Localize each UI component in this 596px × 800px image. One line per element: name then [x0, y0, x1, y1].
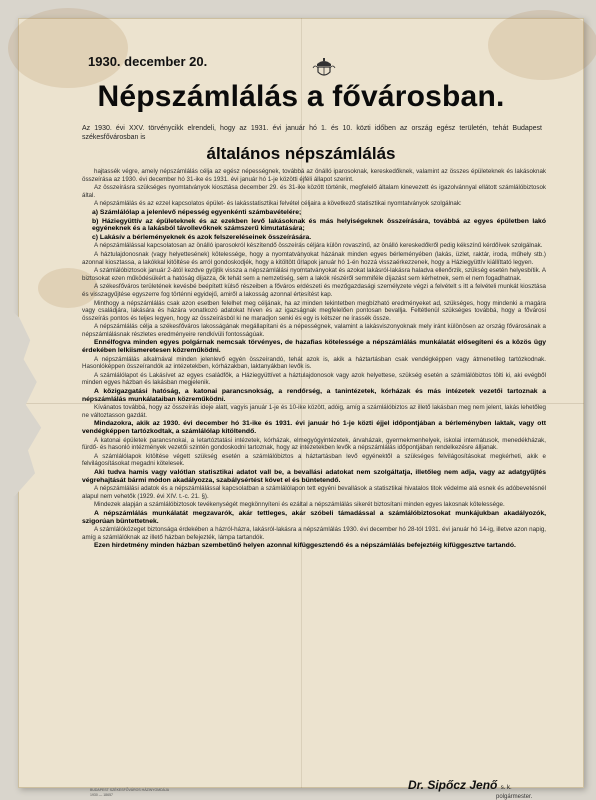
body-paragraph [82, 168, 546, 183]
body-paragraph [82, 267, 546, 282]
paragraph-text: A népszámlálással kapcsolatosan az önálló iparosokról készítendő összeírás céljára külön rovaszínű, az önálló kereskedőkről pedig kékszínű kérdőívek szolgálnak. [94, 242, 543, 250]
paragraph-text: Minthogy a népszámlálás csak azon esetben felelhet meg céljának, ha az minden tekintetben megbízható eredményeket ad, szükséges, hogy mindenki a magára vagy családjára, lakására és házára vonatkozó adatokat híven és az igazságnak megfelelően pontosan bevallja. Feltétlenül szükséges továbbá, hogy a fővárosi összeírás pontos és teljes legyen, hogy az összeírásból ki ne maradjon senki és egy is kétszer ne írassék össze. [82, 299, 546, 322]
signature-name [408, 778, 512, 792]
paragraph-text: A székesfőváros területének kevésbé beépített külső részeiben a főváros erdészeti és mezőgazdasági személyzete végzi a felvételt s itt a felvételi munkát kiosztása és visszagyűjtése egyszerre fog történni egyidejű, amiről a lakosság azonnal értesítést kap. [82, 283, 546, 298]
body-paragraph [82, 218, 546, 233]
body-paragraph [82, 526, 546, 541]
body-paragraph [82, 251, 546, 266]
paragraph-text: a) Számlálólap a jelenlevő népesség egyenkénti számbavételére; [92, 208, 302, 216]
paragraph-text: A számlálóbiztosok január 2-ától kezdve gyűjtik vissza a népszámlálási nyomtatványokat és azokat lakásról-lakásra haladva ellenőrzik, szükség esetén helyesbítik. A biztosokat ezen működésükért a hatóság díjazza, ők tehát sem a nemzetiség, sem a lakók részéről semmiféle díjazást sem kérhetnek, sem el nem fogadhatnak. [82, 267, 546, 282]
paragraph-text: Mindezek alapján a számlálóbiztosok tevékenységét megkönnyíteni és ezáltal a népszámlálás sikerét biztosítani minden egyes lakosnak kötelessége. [94, 501, 505, 509]
body-paragraph [82, 234, 546, 242]
paper-stain [488, 10, 596, 80]
paragraph-text: Ezen hirdetmény minden házban szembetűnő helyen azonnal kifüggesztendő és a népszámlálás befejeztéig kifüggesztve tartandó. [94, 542, 516, 550]
paragraph-text: A népszámlálási adatok és a népszámlálással kapcsolatban a számlálólapon tett egyéni bevallások a statisztikai hivatalos titok védelme alá esnek és adóbevetésnél alapul nem vehetők (1929. évi XIV. t.-c. 21. §). [82, 485, 546, 500]
paragraph-text: A katonai épületek parancsnokai, a letartóztatási intézetek, kórházak, elmegyógyintézetek, árvaházak, gyermekmenhelyek, iskolai internátusok, menedékházak, fürdő- és hasonló intézmények vezetői szintén gondoskodni tartoznak, hogy az intézetekben levők a népszámlálás időpontjában rendelkezésre álljanak. [82, 436, 546, 452]
body-paragraph [82, 453, 546, 468]
paragraph-text: A népszámlálás munkálatát megzavarók, akár tettleges, akár szóbeli támadással a számlálóbiztosokat munkájukban akadályozók, szigorúan büntettetnek. [82, 509, 546, 525]
body-paragraph [82, 209, 546, 217]
paragraph-text: Mindazokra, akik az 1930. évi december hó 31-ike és 1931. évi január hó 1-je közti éjjel időpontjában a bérleményben laktak, vagy ott vendégképpen tartózkodtak, a számlálólap kitöltendő. [82, 420, 546, 435]
body-paragraph [82, 356, 546, 371]
paragraph-text: hajtassék végre, amely népszámlálás célja az egész népességnek, továbbá az önálló iparosoknak, kereskedőknek, valamint az összes épületeknek és lakásoknak összeírása az 1930. évi december hó 31-ike és 1931. évi január hó 1-je közötti éjféli állapot szerint. [82, 168, 546, 183]
body-paragraph [82, 242, 546, 250]
body-paragraph [82, 420, 546, 435]
body-paragraph [82, 542, 546, 550]
body-paragraph [82, 200, 546, 208]
body-paragraph [82, 372, 546, 387]
body-paragraph [82, 485, 546, 500]
body-paragraph [82, 339, 546, 354]
paragraph-text: A népszámlálás célja a székesfőváros lakosságának megállapítani és a népességnek, valamint a lakásviszonyoknak mely iránt különösen az ország fővárosának a népszámlálásnak részletes eredményeire rendkívüli fontosságúak. [82, 323, 546, 338]
body-paragraph [82, 184, 546, 199]
body-paragraph [82, 469, 546, 484]
paragraph-text: Kívánatos továbbá, hogy az összeírás ideje alatt, vagyis január 1-je és 10-ike között, adóig, amíg a számlálóbiztos az illető lakásban meg nem jelent, lakás lehetőleg ne változtasson gazdát. [82, 404, 546, 419]
intro-text: Az 1930. évi XXV. törvénycikk elrendeli, hogy az 1931. évi január hó 1. és 10. közti időben az ország egész területén, tehát Budapest székesfővárosban is [82, 125, 542, 141]
body-paragraph [82, 323, 546, 338]
paragraph-text: Ennélfogva minden egyes polgárnak nemcsak törvényes, de hazafias kötelessége a népszámlálás munkálatát elősegíteni és a közös ügy érdekében lelkiismeretesen közreműködni. [82, 339, 546, 355]
body-paragraph [82, 501, 546, 509]
paragraph-text: Az összeírásra szükséges nyomtatványok kiosztása december 29. és 31-ike között történik, megfelelő általam kinevezett és igazolvánnyal ellátott számlálóbiztosok által. [82, 184, 546, 199]
body-paragraph [82, 510, 546, 525]
body-paragraph [82, 437, 546, 452]
body-paragraph [82, 283, 546, 298]
paragraph-text: A népszámlálás alkalmával minden jelenlevő egyén összeírandó, tehát azok is, akik a háztartásban csak vendégképpen vagy átmenetileg tartózkodnak. Hasonlóképpen összeírandók az intézetekben, kórházakban, laktanyákban levők is. [82, 355, 546, 371]
coat-of-arms-icon [311, 58, 337, 78]
poster-subtitle: általános népszámlálás [206, 144, 396, 163]
signature-suffix: s. k. [500, 785, 512, 791]
paragraph-text: c) Lakásív a bérleményeknek és azok felszereléseinek összeírására. [92, 233, 312, 241]
body-paragraph [82, 404, 546, 419]
poster-sheet [18, 18, 584, 800]
paper-stain [8, 8, 128, 88]
printer-note: BUDAPEST SZÉKESFŐVÁROS HÁZINYOMDÁJA 1930 — 18657 [90, 788, 169, 797]
paragraph-text: A közigazgatási hatóság, a katonai parancsnokság, a rendőrség, a tanintézetek, kórházak és más intézetek vezetői tartoznak a népszámlálás munkálataiban közreműködni. [82, 388, 546, 403]
body-text [82, 168, 546, 768]
poster-date: 1930. december 20. [88, 54, 208, 69]
paragraph-text: A számlálólapok kitöltése végett szükség esetén a számlálóbiztos a háztartásban levő egyénektől a szükséges felvilágosításokat megkérheti, akik e felvilágosításokat megadni kötelesek. [82, 452, 546, 468]
paragraph-text: Aki tudva hamis vagy valótlan statisztikai adatot vall be, a bevallási adatokat nem szolgáltatja, illetőleg nem adja, vagy az adatgyűjtés végrehajtását bármi módon akadályozza, szabálysértést követ el és büntetendő. [82, 468, 546, 484]
body-paragraph [82, 300, 546, 323]
paragraph-text: b) Háziegyüttív az épületeknek és az ezekben levő lakásoknak és más helyiségeknek összeírására, továbbá az egyes épületben lakó egyéneknek és a lakásból távollevőknek számszerű kimutatására; [92, 217, 546, 233]
signature-text: Dr. Sipőcz Jenő [408, 778, 498, 792]
signatory-role: polgármester. [496, 794, 533, 800]
paragraph-text: A számlálóközeget biztonsága érdekében a házról-házra, lakásról-lakásra a népszámlálás 1930. évi december hó 28-tól 1931. évi január hó 14-ig, illetve azon napig, amíg a számlálóknak az illető házban befejezték, lámpa tartandók. [82, 526, 546, 541]
body-paragraph [82, 388, 546, 403]
paragraph-text: A népszámlálás és az ezzel kapcsolatos épület- és lakásstatisztikai felvétel céljaira a következő statisztikai nyomtatványok szolgálnak: [94, 200, 462, 208]
paragraph-text: A számlálólapot és Lakásívet az egyes családfők, a Háziegyüttívet a háztulajdonosok vagy azok helyettese, szükség esetén a számlálóbiztos tölti ki, aki evégből minden egyes házban és lakásban megjelenik. [82, 371, 546, 387]
poster-title: Népszámlálás a fővárosban. [97, 80, 505, 113]
paragraph-text: A háztulajdonosnak (vagy helyettesének) kötelessége, hogy a nyomtatványokat házának minden egyes bérleményében (lakás, üzlet, raktár, iroda, műhely stb.) azonnal kiosztassa, a lakókkal kitöltése és arról gondoskodjék, hogy a kitöltött űrlapok január hó 1-én hozzá visszaérkezzenek, hogy a Háziegyüttív kiállíttató legyen. [82, 250, 546, 266]
